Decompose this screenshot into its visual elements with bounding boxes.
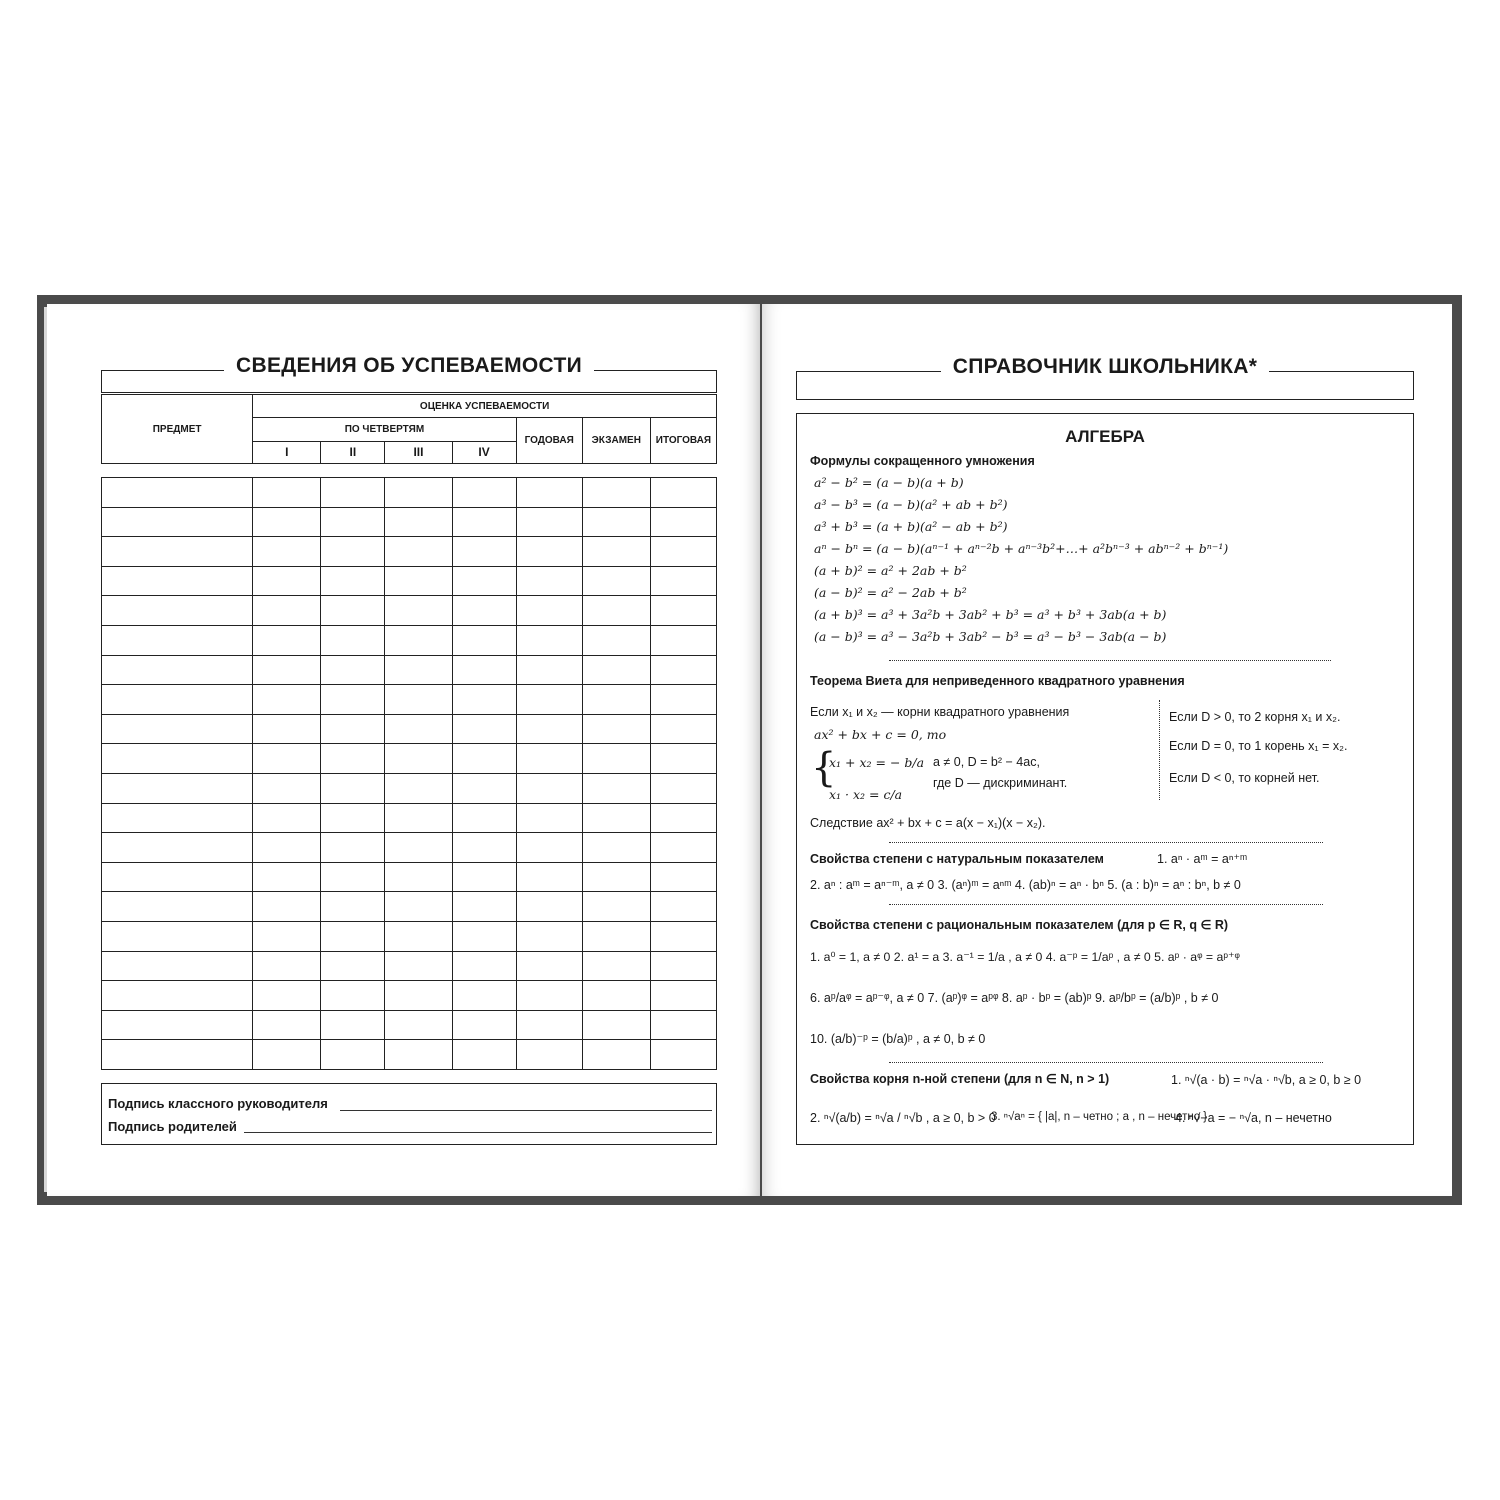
grade-cell[interactable] — [253, 744, 321, 774]
grade-cell[interactable] — [516, 566, 582, 596]
vieta-line-1: Если x₁ и x₂ — корни квадратного уравнения — [810, 705, 1070, 719]
grade-cell[interactable] — [385, 596, 452, 626]
grade-cell[interactable] — [253, 566, 321, 596]
grade-row — [102, 478, 717, 508]
parents-signature-label: Подпись родителей — [108, 1119, 237, 1134]
grade-cell[interactable] — [582, 921, 650, 951]
formula-3: a³ + b³ = (a + b)(a² − ab + b²) — [814, 519, 1008, 534]
formula-5: (a + b)² = a² + 2ab + b² — [814, 563, 967, 578]
grade-cell[interactable] — [650, 892, 716, 922]
grade-cell[interactable] — [452, 625, 516, 655]
subject-cell[interactable] — [102, 981, 253, 1011]
annual-header: ГОДОВАЯ — [516, 418, 582, 464]
grade-cell[interactable] — [516, 537, 582, 567]
grade-cell[interactable] — [385, 478, 452, 508]
grade-cell[interactable] — [516, 951, 582, 981]
rational-powers-row-2: 6. aᵖ/aᵠ = aᵖ⁻ᵠ, a ≠ 0 7. (aᵖ)ᵠ = aᵖᵠ 8. aᵖ · bᵖ = (ab)ᵖ 9. aᵖ/bᵖ = (a/b)ᵖ , b ≠ 0 — [810, 991, 1219, 1005]
grade-cell[interactable] — [452, 862, 516, 892]
grade-row — [102, 803, 717, 833]
vieta-line-2: ax² + bx + c = 0, то — [814, 727, 947, 742]
grade-cell[interactable] — [253, 892, 321, 922]
grade-row — [102, 951, 717, 981]
grade-row — [102, 744, 717, 774]
formula-8: (a − b)³ = a³ − 3a²b + 3ab² − b³ = a³ − b³ − 3ab(a − b) — [814, 629, 1167, 644]
grade-cell[interactable] — [650, 803, 716, 833]
grade-cell[interactable] — [321, 685, 385, 715]
grade-cell[interactable] — [321, 744, 385, 774]
nth-root-3: 3. ⁿ√aⁿ = { |a|, n – четно ; a , n – нечетно } — [991, 1111, 1208, 1123]
grade-cell[interactable] — [650, 833, 716, 863]
grade-cell[interactable] — [582, 478, 650, 508]
grade-cell[interactable] — [253, 596, 321, 626]
grade-cell[interactable] — [385, 951, 452, 981]
grade-cell[interactable] — [650, 981, 716, 1011]
nth-root-4: 4. ⁿ√−a = − ⁿ√a, n – нечетно — [1175, 1111, 1332, 1125]
grade-cell[interactable] — [516, 744, 582, 774]
grade-cell[interactable] — [321, 1010, 385, 1040]
subject-cell[interactable] — [102, 862, 253, 892]
vieta-separator — [1159, 700, 1160, 800]
subject-cell[interactable] — [102, 892, 253, 922]
grade-cell[interactable] — [385, 981, 452, 1011]
grade-cell[interactable] — [452, 1040, 516, 1070]
grade-cell[interactable] — [650, 773, 716, 803]
grade-cell[interactable] — [253, 714, 321, 744]
grade-cell[interactable] — [321, 714, 385, 744]
grade-cell[interactable] — [516, 685, 582, 715]
grade-cell[interactable] — [385, 685, 452, 715]
grade-cell[interactable] — [385, 1010, 452, 1040]
formula-2: a³ − b³ = (a − b)(a² + ab + b²) — [814, 497, 1008, 512]
grade-cell[interactable] — [321, 862, 385, 892]
grade-cell[interactable] — [582, 507, 650, 537]
grade-cell[interactable] — [582, 596, 650, 626]
grade-cell[interactable] — [452, 773, 516, 803]
grade-cell[interactable] — [321, 951, 385, 981]
grade-cell[interactable] — [516, 507, 582, 537]
grade-cell[interactable] — [385, 507, 452, 537]
grade-row — [102, 833, 717, 863]
grade-cell[interactable] — [321, 803, 385, 833]
grade-cell[interactable] — [516, 1040, 582, 1070]
grades-header-table — [101, 394, 717, 464]
grade-cell[interactable] — [452, 981, 516, 1011]
grade-cell[interactable] — [385, 892, 452, 922]
grade-cell[interactable] — [321, 537, 385, 567]
formula-7: (a + b)³ = a³ + 3a²b + 3ab² + b³ = a³ + b³ + 3ab(a + b) — [814, 607, 1167, 622]
grade-cell[interactable] — [452, 951, 516, 981]
grade-cell[interactable] — [385, 1040, 452, 1070]
grade-cell[interactable] — [385, 714, 452, 744]
grade-cell[interactable] — [452, 507, 516, 537]
grade-cell[interactable] — [650, 596, 716, 626]
grade-cell[interactable] — [516, 773, 582, 803]
subject-cell[interactable] — [102, 951, 253, 981]
natural-powers-heading: Свойства степени с натуральным показателем — [810, 852, 1104, 866]
grade-cell[interactable] — [253, 537, 321, 567]
grade-cell[interactable] — [253, 773, 321, 803]
nth-root-2: 2. ⁿ√(a/b) = ⁿ√a / ⁿ√b , a ≥ 0, b > 0 — [810, 1111, 996, 1125]
right-page-title: СПРАВОЧНИК ШКОЛЬНИКА* — [941, 355, 1270, 378]
left-page-title: СВЕДЕНИЯ ОБ УСПЕВАЕМОСТИ — [224, 354, 594, 377]
grades-body-table — [101, 477, 717, 1070]
grade-cell[interactable] — [385, 833, 452, 863]
grade-cell[interactable] — [582, 892, 650, 922]
quarter-2: II — [321, 441, 385, 463]
exam-header: ЭКЗАМЕН — [582, 418, 650, 464]
discriminant-negative: Если D < 0, то корней нет. — [1169, 771, 1320, 785]
natural-powers-2-5: 2. aⁿ : aᵐ = aⁿ⁻ᵐ, a ≠ 0 3. (aⁿ)ᵐ = aⁿᵐ 4. (ab)ⁿ = aⁿ · bⁿ 5. (a : b)ⁿ = aⁿ : bⁿ, b ≠ 0 — [810, 878, 1241, 892]
grade-cell[interactable] — [321, 478, 385, 508]
grade-cell[interactable] — [582, 566, 650, 596]
quarter-4: IV — [452, 441, 516, 463]
grade-cell[interactable] — [582, 773, 650, 803]
signature-box — [101, 1083, 717, 1145]
grade-cell[interactable] — [650, 744, 716, 774]
grade-cell[interactable] — [321, 833, 385, 863]
quarter-1: I — [253, 441, 321, 463]
grade-cell[interactable] — [516, 921, 582, 951]
grade-cell[interactable] — [385, 566, 452, 596]
vieta-condition-1: a ≠ 0, D = b² − 4ac, — [933, 755, 1040, 769]
divider — [889, 842, 1323, 843]
grade-cell[interactable] — [650, 921, 716, 951]
subject-cell[interactable] — [102, 537, 253, 567]
subject-cell[interactable] — [102, 1040, 253, 1070]
grade-cell[interactable] — [321, 655, 385, 685]
grade-cell[interactable] — [321, 981, 385, 1011]
grade-row — [102, 625, 717, 655]
grade-cell[interactable] — [516, 833, 582, 863]
vieta-heading: Теорема Виета для неприведенного квадратного уравнения — [810, 674, 1185, 688]
subject-cell[interactable] — [102, 596, 253, 626]
grade-cell[interactable] — [516, 478, 582, 508]
grade-cell[interactable] — [253, 862, 321, 892]
grade-cell[interactable] — [385, 773, 452, 803]
grade-cell[interactable] — [650, 714, 716, 744]
grade-cell[interactable] — [582, 1010, 650, 1040]
subject-cell[interactable] — [102, 507, 253, 537]
grade-cell[interactable] — [321, 892, 385, 922]
grade-cell[interactable] — [321, 773, 385, 803]
grade-row — [102, 981, 717, 1011]
grade-cell[interactable] — [516, 892, 582, 922]
grade-cell[interactable] — [253, 655, 321, 685]
formula-4: aⁿ − bⁿ = (a − b)(aⁿ⁻¹ + aⁿ⁻²b + aⁿ⁻³b²+…+ a²bⁿ⁻³ + abⁿ⁻² + bⁿ⁻¹) — [814, 541, 1229, 556]
grade-cell[interactable] — [452, 537, 516, 567]
section-title: АЛГЕБРА — [1065, 427, 1145, 446]
subject-cell[interactable] — [102, 478, 253, 508]
grade-cell[interactable] — [582, 833, 650, 863]
grade-cell[interactable] — [582, 744, 650, 774]
grade-cell[interactable] — [582, 803, 650, 833]
grade-cell[interactable] — [516, 981, 582, 1011]
grade-cell[interactable] — [452, 685, 516, 715]
vieta-corollary: Следствие ax² + bx + c = a(x − x₁)(x − x₂). — [810, 816, 1046, 830]
system-brace: { — [811, 745, 837, 791]
grade-cell[interactable] — [452, 714, 516, 744]
grade-cell[interactable] — [650, 951, 716, 981]
subject-cell[interactable] — [102, 685, 253, 715]
formula-6: (a − b)² = a² − 2ab + b² — [814, 585, 967, 600]
subject-cell[interactable] — [102, 1010, 253, 1040]
grade-cell[interactable] — [253, 803, 321, 833]
grade-cell[interactable] — [650, 507, 716, 537]
vieta-condition-2: где D — дискриминант. — [933, 776, 1068, 790]
grade-cell[interactable] — [253, 833, 321, 863]
grade-cell[interactable] — [253, 921, 321, 951]
grade-cell[interactable] — [582, 685, 650, 715]
grade-cell[interactable] — [321, 507, 385, 537]
grade-cell[interactable] — [582, 655, 650, 685]
subject-cell[interactable] — [102, 566, 253, 596]
grade-cell[interactable] — [253, 685, 321, 715]
grade-cell[interactable] — [516, 1010, 582, 1040]
grade-cell[interactable] — [516, 596, 582, 626]
grade-cell[interactable] — [650, 1040, 716, 1070]
grade-cell[interactable] — [452, 1010, 516, 1040]
nth-root-1: 1. ⁿ√(a · b) = ⁿ√a · ⁿ√b, a ≥ 0, b ≥ 0 — [1171, 1073, 1362, 1087]
grade-row — [102, 892, 717, 922]
grade-cell[interactable] — [582, 981, 650, 1011]
grade-cell[interactable] — [385, 803, 452, 833]
grade-cell[interactable] — [650, 566, 716, 596]
teacher-signature-line[interactable] — [340, 1110, 712, 1111]
discriminant-positive: Если D > 0, то 2 корня x₁ и x₂. — [1169, 710, 1341, 724]
grade-cell[interactable] — [650, 537, 716, 567]
grade-cell[interactable] — [385, 625, 452, 655]
natural-power-1: 1. aⁿ · aᵐ = aⁿ⁺ᵐ — [1157, 852, 1248, 866]
vieta-product: x₁ · x₂ = c/a — [829, 787, 903, 802]
grade-cell[interactable] — [582, 951, 650, 981]
grade-cell[interactable] — [253, 478, 321, 508]
subject-cell[interactable] — [102, 773, 253, 803]
grade-cell[interactable] — [321, 566, 385, 596]
final-header: ИТОГОВАЯ — [650, 418, 716, 464]
subject-cell[interactable] — [102, 921, 253, 951]
grade-cell[interactable] — [452, 566, 516, 596]
grade-cell[interactable] — [650, 862, 716, 892]
left-title-bar — [101, 354, 717, 393]
subject-cell[interactable] — [102, 655, 253, 685]
grade-cell[interactable] — [582, 862, 650, 892]
divider — [889, 1062, 1323, 1063]
grade-cell[interactable] — [650, 655, 716, 685]
grade-cell[interactable] — [452, 655, 516, 685]
grade-cell[interactable] — [516, 803, 582, 833]
grade-cell[interactable] — [385, 921, 452, 951]
grade-cell[interactable] — [321, 596, 385, 626]
vieta-sum: x₁ + x₂ = − b/a — [829, 755, 925, 770]
subject-cell[interactable] — [102, 803, 253, 833]
algebra-reference-box — [796, 413, 1414, 1145]
grade-cell[interactable] — [321, 1040, 385, 1070]
subject-cell[interactable] — [102, 625, 253, 655]
grade-row — [102, 655, 717, 685]
grade-cell[interactable] — [650, 625, 716, 655]
grade-cell[interactable] — [452, 803, 516, 833]
grade-cell[interactable] — [452, 596, 516, 626]
parents-signature-line[interactable] — [244, 1132, 712, 1133]
grade-cell[interactable] — [452, 478, 516, 508]
subject-header: ПРЕДМЕТ — [102, 395, 253, 464]
quarter-3: III — [385, 441, 452, 463]
grade-cell[interactable] — [452, 892, 516, 922]
grade-cell[interactable] — [321, 921, 385, 951]
discriminant-zero: Если D = 0, то 1 корень x₁ = x₂. — [1169, 739, 1348, 753]
right-title-bar — [796, 355, 1414, 400]
grades-header: ОЦЕНКА УСПЕВАЕМОСТИ — [253, 395, 717, 418]
grade-row — [102, 507, 717, 537]
rational-powers-heading: Свойства степени с рациональным показателем (для p ∈ R, q ∈ R) — [810, 918, 1229, 932]
grade-row — [102, 685, 717, 715]
divider — [889, 904, 1323, 905]
divider — [889, 660, 1331, 661]
grade-cell[interactable] — [253, 507, 321, 537]
formula-1: a² − b² = (a − b)(a + b) — [814, 475, 964, 490]
grade-cell[interactable] — [582, 537, 650, 567]
rational-powers-row-3: 10. (a/b)⁻ᵖ = (b/a)ᵖ , a ≠ 0, b ≠ 0 — [810, 1032, 986, 1046]
grade-row — [102, 1010, 717, 1040]
subject-cell[interactable] — [102, 714, 253, 744]
grade-cell[interactable] — [516, 714, 582, 744]
grade-row — [102, 714, 717, 744]
grade-cell[interactable] — [582, 714, 650, 744]
grade-row — [102, 1040, 717, 1070]
grade-row — [102, 773, 717, 803]
grade-row — [102, 566, 717, 596]
grade-cell[interactable] — [385, 537, 452, 567]
grade-cell[interactable] — [452, 921, 516, 951]
grade-row — [102, 596, 717, 626]
grade-cell[interactable] — [650, 685, 716, 715]
grade-row — [102, 862, 717, 892]
grade-cell[interactable] — [650, 1010, 716, 1040]
grade-cell[interactable] — [385, 744, 452, 774]
grade-cell[interactable] — [253, 625, 321, 655]
nth-root-heading: Свойства корня n-ной степени (для n ∈ N, n > 1) — [810, 1072, 1110, 1086]
grade-cell[interactable] — [516, 625, 582, 655]
grade-cell[interactable] — [253, 1040, 321, 1070]
grade-cell[interactable] — [253, 1010, 321, 1040]
teacher-signature-label: Подпись классного руководителя — [108, 1096, 328, 1111]
grade-cell[interactable] — [385, 862, 452, 892]
subject-cell[interactable] — [102, 833, 253, 863]
grade-cell[interactable] — [516, 655, 582, 685]
grade-cell[interactable] — [253, 981, 321, 1011]
grade-row — [102, 921, 717, 951]
grade-cell[interactable] — [452, 744, 516, 774]
grade-cell[interactable] — [582, 1040, 650, 1070]
grade-cell[interactable] — [385, 655, 452, 685]
rational-powers-row-1: 1. a⁰ = 1, a ≠ 0 2. a¹ = a 3. a⁻¹ = 1/a , a ≠ 0 4. a⁻ᵖ = 1/aᵖ , a ≠ 0 5. aᵖ · aᵠ = aᵖ⁺ᵠ — [810, 950, 1240, 964]
grade-cell[interactable] — [516, 862, 582, 892]
grade-cell[interactable] — [321, 625, 385, 655]
grade-row — [102, 537, 717, 567]
subject-cell[interactable] — [102, 744, 253, 774]
quarters-header: ПО ЧЕТВЕРТЯМ — [253, 418, 516, 441]
abbreviated-multiplication-heading: Формулы сокращенного умножения — [810, 454, 1035, 468]
grade-cell[interactable] — [452, 833, 516, 863]
grade-cell[interactable] — [582, 625, 650, 655]
grade-cell[interactable] — [650, 478, 716, 508]
grade-cell[interactable] — [253, 951, 321, 981]
